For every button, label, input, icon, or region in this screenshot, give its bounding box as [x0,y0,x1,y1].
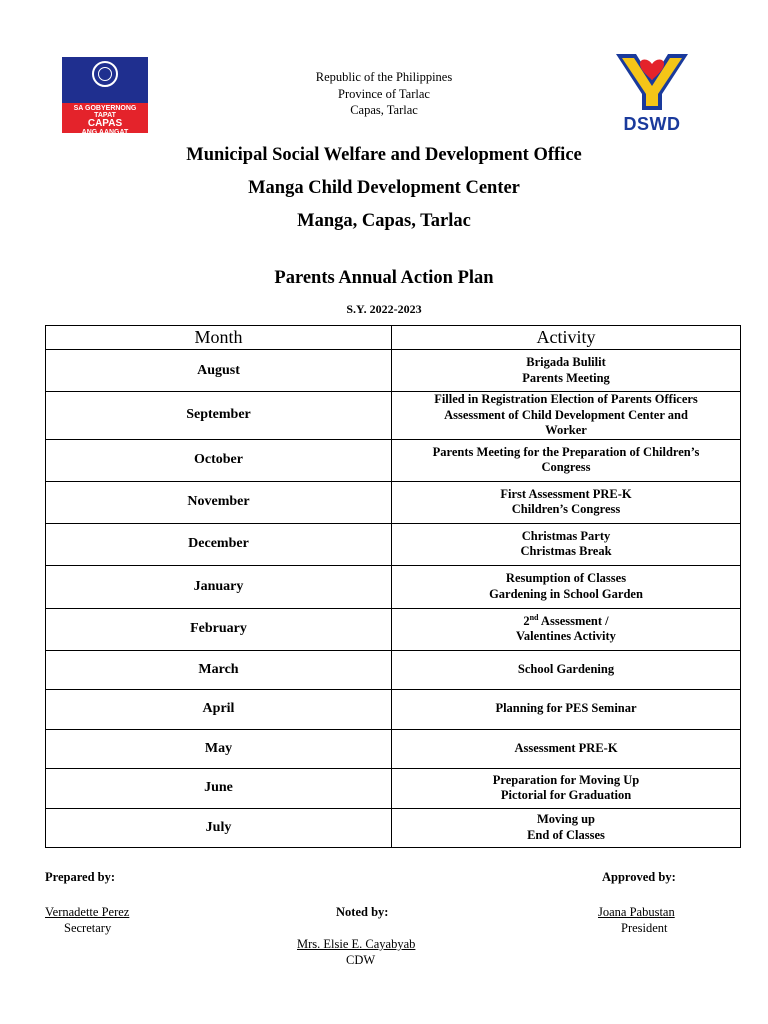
logo-band [62,103,148,133]
ordinal-suffix: nd [529,612,539,622]
month-cell: March [46,650,392,689]
table-row [46,565,741,608]
school-year: S.Y. 2022-2023 [346,302,422,316]
activity-line: Parents Meeting for the Preparation of Children’s [432,444,700,459]
activity-cell [392,808,741,847]
logo-line1: SA GOBYERNONG TAPAT [73,105,137,119]
table-row [46,608,741,650]
activity-line-text: Assessment / [538,613,609,628]
activity-line: Parents Meeting [522,370,610,385]
approved-by-label: Approved by: [602,870,676,884]
table-header-row [46,326,741,350]
activity-cell [392,565,741,608]
month-cell: September [46,392,392,440]
month-cell: December [46,523,392,565]
table-row [46,650,741,689]
activity-line: Pictorial for Graduation [500,788,632,802]
activity-line: Valentines Activity [516,629,616,643]
activity-cell [392,608,741,650]
plan-title: Parents Annual Action Plan [274,268,494,288]
address-title: Manga, Capas, Tarlac [297,211,471,231]
activity-line: Gardening in School Garden [489,586,643,601]
table-row [46,392,741,440]
month-cell: April [46,689,392,729]
logo-line2: CAPAS [87,118,123,129]
activity-line [398,614,734,630]
table-row [46,729,741,768]
activity-cell [392,729,741,768]
activity-cell [392,523,741,565]
activity-cell [392,392,741,440]
government-header [234,69,534,119]
activity-line: School Gardening [517,661,615,676]
center-title: Manga Child Development Center [248,178,520,198]
ordinal-number: 2 [523,613,530,628]
activity-line: Planning for PES Seminar [495,701,637,716]
office-title: Municipal Social Welfare and Development Office [186,145,582,165]
activity-line: Resumption of Classes [505,571,627,585]
table-row [46,689,741,729]
activity-line: Christmas Break [520,544,612,558]
seal-icon [92,61,118,87]
action-plan-table [45,325,741,848]
activity-line: End of Classes [527,827,605,842]
activity-line: Moving up [536,812,595,826]
month-cell: February [46,608,392,650]
preparer-role: Secretary [64,921,112,935]
activity-cell [392,481,741,523]
logo-line3: ANG AANGAT [81,129,129,133]
activity-line: Preparation for Moving Up [492,772,640,787]
month-cell: October [46,439,392,481]
month-cell: July [46,808,392,847]
month-cell: May [46,729,392,768]
table-row [46,808,741,847]
activity-line: Assessment PRE-K [514,740,618,755]
activity-cell [392,689,741,729]
province-line: Province of Tarlac [338,86,430,101]
republic-line: Republic of the Philippines [315,70,453,84]
activity-cell [392,768,741,808]
table-row [46,439,741,481]
activity-line: First Assessment PRE-K [500,486,632,501]
activity-line: Christmas Party [521,528,611,543]
table-row [46,481,741,523]
dswd-logo [612,50,692,136]
month-column-header: Month [46,326,392,350]
noter-role: CDW [346,953,376,967]
month-cell: January [46,565,392,608]
prepared-by-label: Prepared by: [45,870,116,884]
activity-cell [392,350,741,392]
table-row [46,768,741,808]
table-row [46,350,741,392]
activity-line: Congress [541,460,591,474]
month-cell: November [46,481,392,523]
activity-line: Filled in Registration Election of Parents Officers [434,392,698,406]
activity-cell [392,439,741,481]
dswd-emblem-icon [612,50,692,114]
month-cell: August [46,350,392,392]
municipality-line: Capas, Tarlac [350,103,418,117]
dswd-text: DSWD [623,114,681,134]
approver-name: Joana Pabustan [598,905,675,919]
activity-line: Brigada Bulilit [526,355,606,369]
activity-line: Children’s Congress [511,502,621,516]
capas-logo [62,57,148,133]
activity-line: Worker [545,423,587,437]
month-cell: June [46,768,392,808]
noter-name: Mrs. Elsie E. Cayabyab [297,937,416,951]
activity-line: Assessment of Child Development Center and [444,407,688,422]
noted-by-label: Noted by: [336,905,389,919]
table-row [46,523,741,565]
activity-column-header: Activity [392,326,741,350]
preparer-name: Vernadette Perez [45,905,130,919]
activity-cell [392,650,741,689]
approver-role: President [621,921,668,935]
